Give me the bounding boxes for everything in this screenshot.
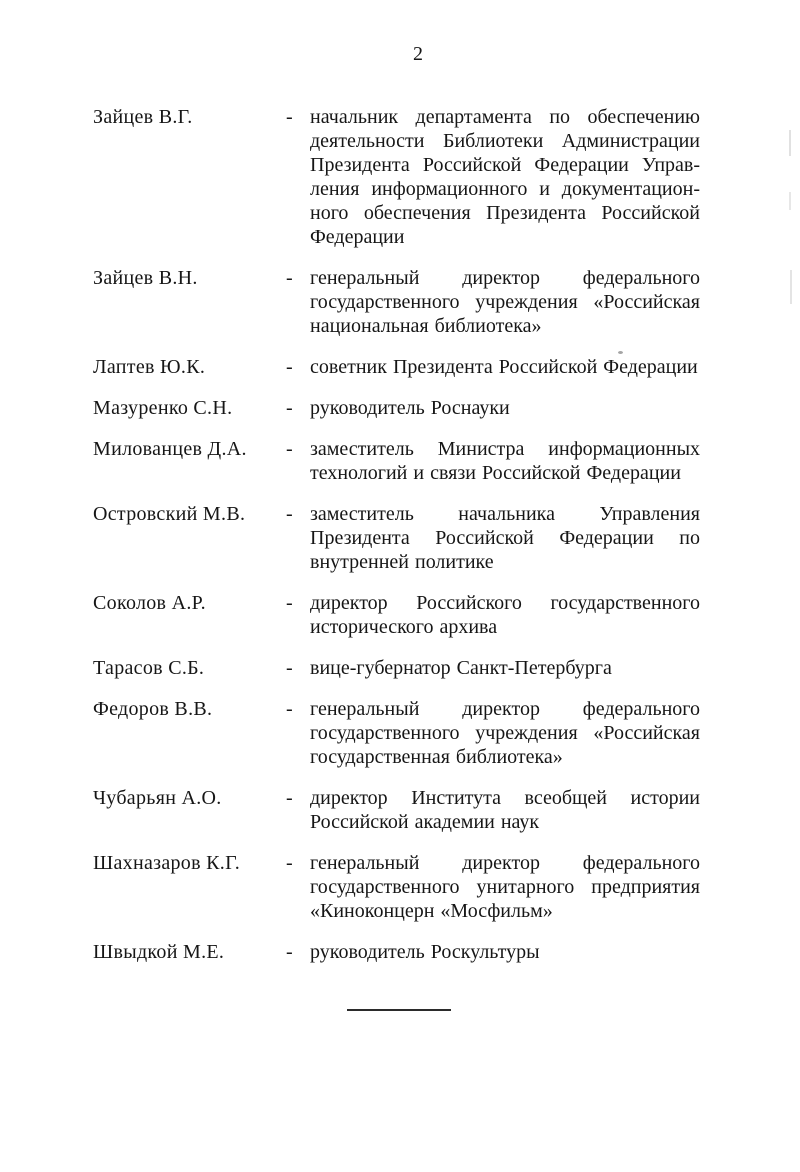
scan-artifact bbox=[790, 270, 792, 304]
list-item bbox=[93, 266, 707, 338]
list-item bbox=[93, 502, 707, 574]
official-name: Зайцев В.Н. bbox=[93, 267, 198, 289]
dash-separator: - bbox=[286, 852, 293, 874]
official-title: генеральный директор федерального государственного унитарного предприятия «Киноконцерн «Мосфильм» bbox=[310, 852, 700, 922]
official-title: руководитель Роснауки bbox=[310, 397, 510, 419]
list-item bbox=[93, 437, 707, 485]
official-title: заместитель Министра информационных технологий и связи Российской Федерации bbox=[310, 438, 700, 484]
official-name: Федоров В.В. bbox=[93, 698, 213, 720]
officials-list bbox=[93, 105, 707, 964]
dash-separator: - bbox=[286, 787, 293, 809]
closing-rule bbox=[347, 1009, 451, 1011]
list-item bbox=[93, 396, 707, 420]
official-name: Мазуренко С.Н. bbox=[93, 397, 233, 419]
official-title: генеральный директор федерального государственного учреждения «Российская государственная библиотека» bbox=[310, 698, 700, 768]
official-name: Чубарьян А.О. bbox=[93, 787, 222, 809]
dash-separator: - bbox=[286, 657, 293, 679]
dash-separator: - bbox=[286, 438, 293, 460]
official-title: руководитель Роскультуры bbox=[310, 941, 540, 963]
official-name: Милованцев Д.А. bbox=[93, 438, 247, 460]
dash-separator: - bbox=[286, 397, 293, 419]
scan-artifact bbox=[789, 130, 791, 156]
official-name: Шахназаров К.Г. bbox=[93, 852, 240, 874]
dash-separator: - bbox=[286, 106, 293, 128]
list-item bbox=[93, 940, 707, 964]
official-name: Лаптев Ю.К. bbox=[93, 356, 206, 378]
list-item bbox=[93, 851, 707, 923]
official-title: директор Российского государственного исторического архива bbox=[310, 592, 700, 638]
dash-separator: - bbox=[286, 503, 293, 525]
dash-separator: - bbox=[286, 356, 293, 378]
dash-separator: - bbox=[286, 592, 293, 614]
list-item bbox=[93, 656, 707, 680]
scan-artifact bbox=[618, 351, 623, 354]
official-name: Швыдкой М.Е. bbox=[93, 941, 225, 963]
official-title: вице-губернатор Санкт-Петербурга bbox=[310, 657, 612, 679]
official-title: заместитель начальника Управления Президента Российской Федерации по внутренней политике bbox=[310, 503, 700, 573]
official-name: Тарасов С.Б. bbox=[93, 657, 205, 679]
scan-artifact bbox=[789, 192, 791, 210]
official-name: Островский М.В. bbox=[93, 503, 246, 525]
official-name: Соколов А.Р. bbox=[93, 592, 206, 614]
page-number: 2 bbox=[413, 43, 423, 65]
official-title: директор Института всеобщей истории Российской академии наук bbox=[310, 787, 700, 833]
official-title: советник Президента Российской Федерации bbox=[310, 356, 698, 378]
list-item bbox=[93, 697, 707, 769]
list-item bbox=[93, 786, 707, 834]
dash-separator: - bbox=[286, 698, 293, 720]
document-page bbox=[0, 42, 800, 1172]
dash-separator: - bbox=[286, 267, 293, 289]
official-title: начальник департамента по обеспечению деятельности Библиотеки Администрации Президента Российской Федерации Управ- ления информационного и документацион- ного обеспечения Президента Российской Федерации bbox=[310, 106, 700, 248]
list-item bbox=[93, 105, 707, 249]
list-item bbox=[93, 355, 707, 379]
list-item bbox=[93, 591, 707, 639]
official-name: Зайцев В.Г. bbox=[93, 106, 193, 128]
official-title: генеральный директор федерального государственного учреждения «Российская национальная библиотека» bbox=[310, 267, 700, 337]
dash-separator: - bbox=[286, 941, 293, 963]
